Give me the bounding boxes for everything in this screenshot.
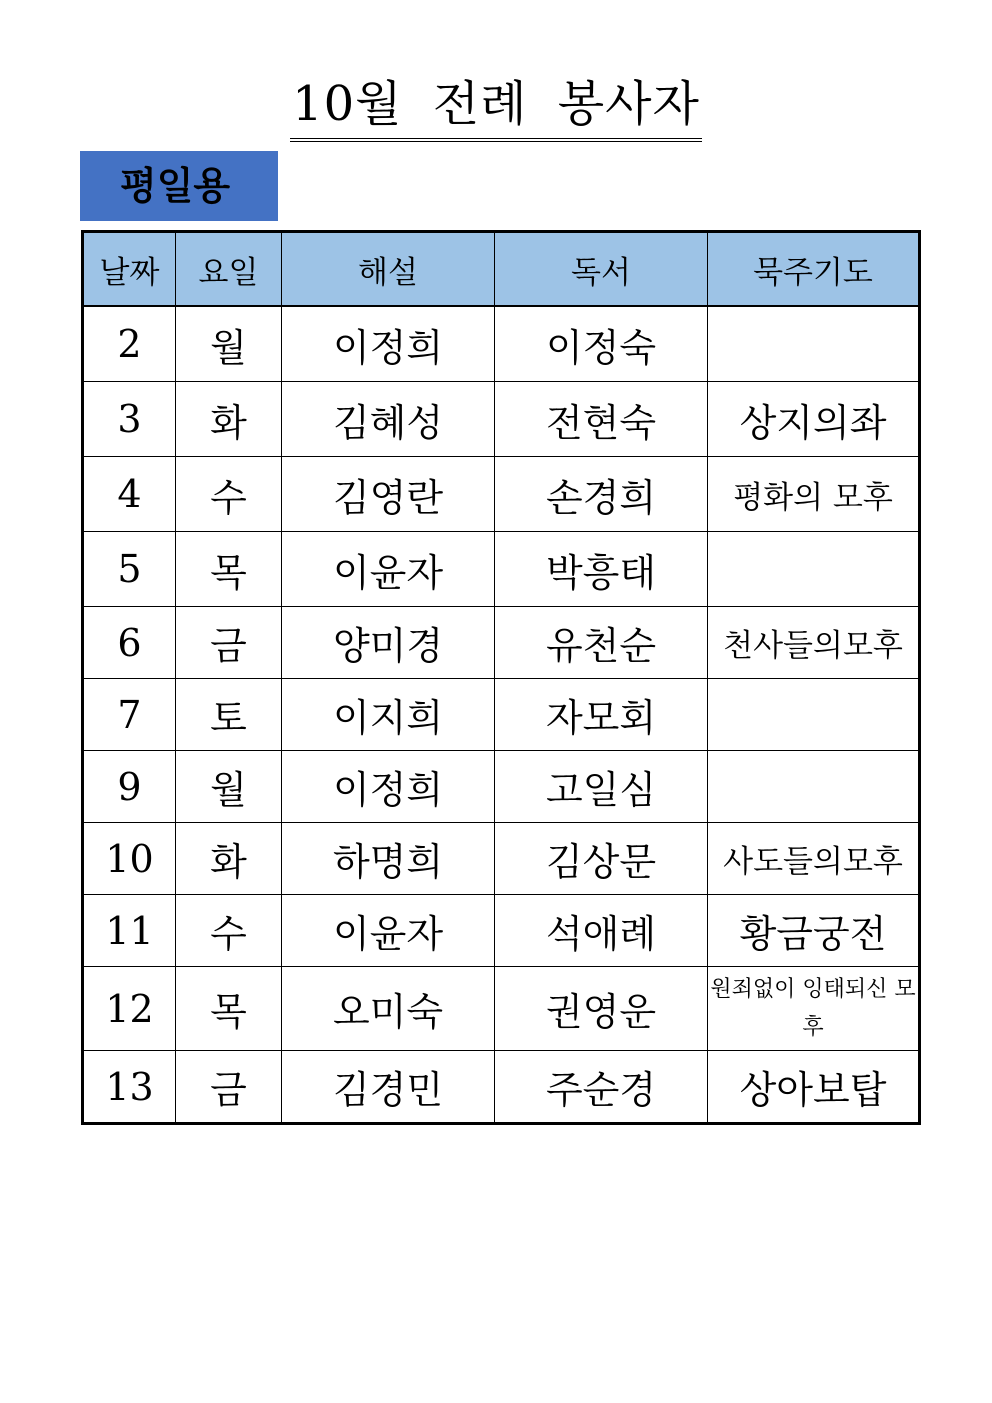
header-day: 요일 (176, 232, 282, 307)
cell-reading: 손경희 (495, 457, 708, 532)
cell-reading: 전현숙 (495, 382, 708, 457)
cell-date: 10 (83, 823, 176, 895)
cell-date: 11 (83, 895, 176, 967)
cell-commentary: 김혜성 (282, 382, 495, 457)
page-title (0, 72, 992, 142)
cell-commentary: 김경민 (282, 1051, 495, 1124)
cell-commentary: 오미숙 (282, 967, 495, 1051)
table-row (83, 823, 920, 895)
cell-commentary: 이윤자 (282, 532, 495, 607)
table-row (83, 1051, 920, 1124)
table-row (83, 382, 920, 457)
cell-rosary: 상지의좌 (708, 382, 920, 457)
table-row (83, 607, 920, 679)
cell-rosary: 원죄없이 잉태되신 모후 (708, 967, 920, 1051)
cell-reading: 이정숙 (495, 306, 708, 382)
cell-date: 7 (83, 679, 176, 751)
cell-reading: 고일심 (495, 751, 708, 823)
cell-day: 화 (176, 382, 282, 457)
cell-rosary (708, 679, 920, 751)
cell-date: 3 (83, 382, 176, 457)
cell-reading: 자모회 (495, 679, 708, 751)
cell-date: 9 (83, 751, 176, 823)
cell-day: 금 (176, 607, 282, 679)
page-title-text: 10월 전례 봉사자 (290, 72, 702, 142)
cell-rosary (708, 751, 920, 823)
cell-date: 5 (83, 532, 176, 607)
cell-date: 4 (83, 457, 176, 532)
cell-commentary: 하명희 (282, 823, 495, 895)
header-rosary: 묵주기도 (708, 232, 920, 307)
cell-reading: 김상문 (495, 823, 708, 895)
table-row (83, 895, 920, 967)
cell-day: 수 (176, 895, 282, 967)
cell-commentary: 이윤자 (282, 895, 495, 967)
cell-day: 토 (176, 679, 282, 751)
cell-reading: 권영운 (495, 967, 708, 1051)
cell-reading: 박흥태 (495, 532, 708, 607)
table-row (83, 306, 920, 382)
cell-day: 수 (176, 457, 282, 532)
header-row (83, 232, 920, 307)
cell-day: 화 (176, 823, 282, 895)
table-row (83, 532, 920, 607)
header-reading: 독서 (495, 232, 708, 307)
cell-day: 월 (176, 751, 282, 823)
cell-rosary: 상아보탑 (708, 1051, 920, 1124)
cell-rosary: 사도들의모후 (708, 823, 920, 895)
cell-rosary: 황금궁전 (708, 895, 920, 967)
cell-date: 2 (83, 306, 176, 382)
cell-rosary: 천사들의모후 (708, 607, 920, 679)
header-date: 날짜 (83, 232, 176, 307)
cell-day: 목 (176, 532, 282, 607)
table-row (83, 457, 920, 532)
cell-date: 12 (83, 967, 176, 1051)
cell-day: 목 (176, 967, 282, 1051)
cell-reading: 석애례 (495, 895, 708, 967)
cell-rosary (708, 532, 920, 607)
header-commentary: 해설 (282, 232, 495, 307)
table-row (83, 679, 920, 751)
cell-date: 6 (83, 607, 176, 679)
cell-commentary: 이정희 (282, 306, 495, 382)
cell-reading: 유천순 (495, 607, 708, 679)
cell-rosary: 평화의 모후 (708, 457, 920, 532)
table-row (83, 751, 920, 823)
schedule-table (81, 230, 921, 1125)
cell-reading: 주순경 (495, 1051, 708, 1124)
table-row (83, 967, 920, 1051)
section-label: 평일용 (80, 151, 278, 221)
cell-rosary (708, 306, 920, 382)
cell-date: 13 (83, 1051, 176, 1124)
cell-day: 월 (176, 306, 282, 382)
cell-commentary: 이정희 (282, 751, 495, 823)
cell-commentary: 김영란 (282, 457, 495, 532)
cell-commentary: 이지희 (282, 679, 495, 751)
cell-commentary: 양미경 (282, 607, 495, 679)
cell-day: 금 (176, 1051, 282, 1124)
